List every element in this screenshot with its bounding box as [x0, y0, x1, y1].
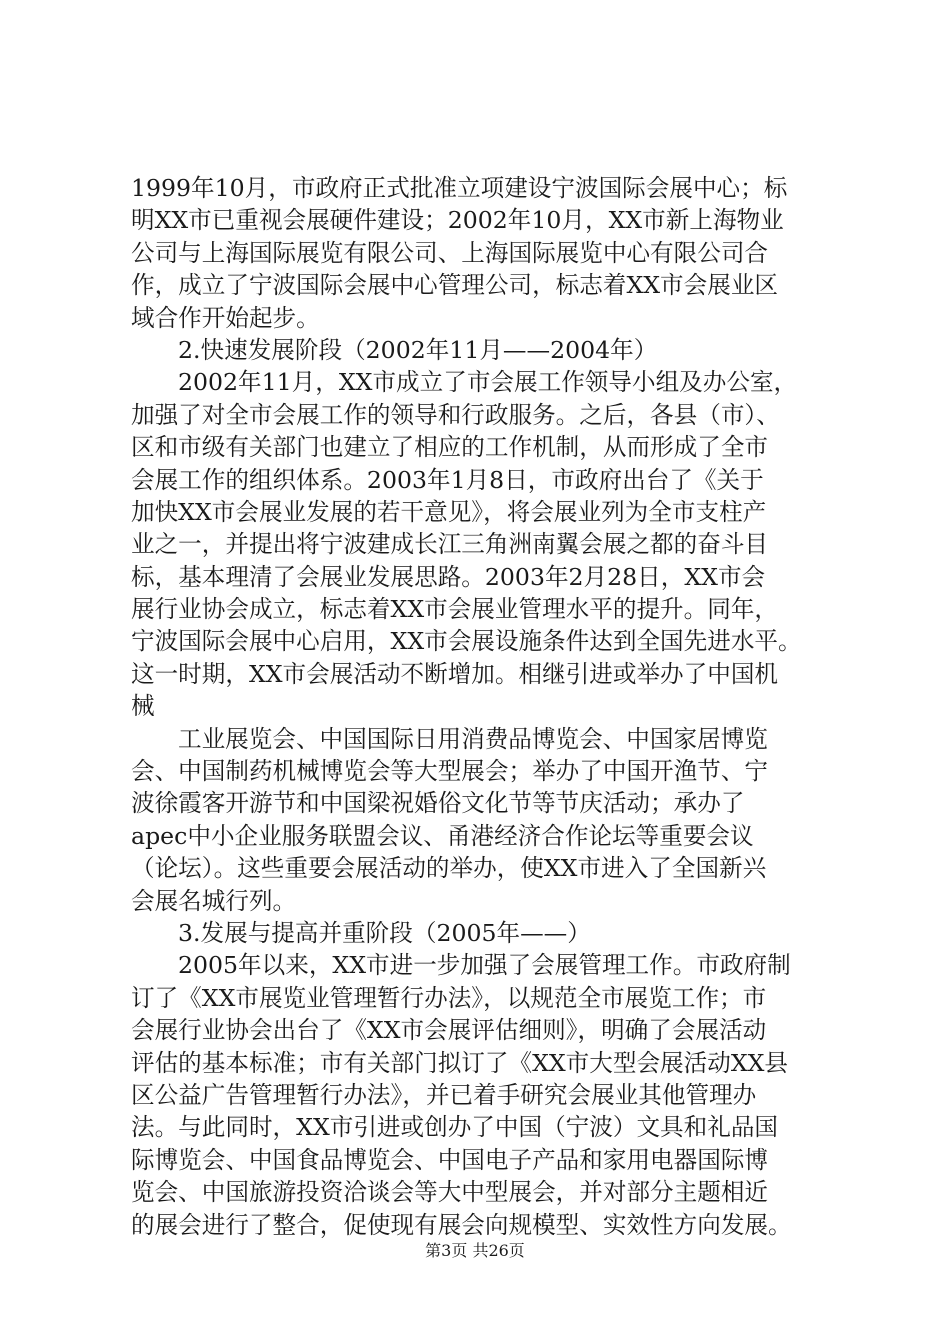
text-line: 作，成立了宁波国际会展中心管理公司，标志着XX市会展业区 [131, 271, 779, 300]
text-line: 会、中国制药机械博览会等大型展会；举办了中国开渔节、宁 [131, 757, 769, 786]
text-line: 的展会进行了整合，促使现有展会向规模型、实效性方向发展。 [131, 1210, 792, 1239]
text-line: （论坛）。这些重要会展活动的举办，使XX市进入了全国新兴 [131, 854, 767, 883]
text-line: 波徐霞客开游节和中国梁祝婚俗文化节等节庆活动；承办了 [131, 789, 745, 818]
page-number-label: 第3页 共26页 [425, 1241, 525, 1260]
text-line: 会展工作的组织体系。2003年1月8日，市政府出台了《关于 [131, 465, 764, 494]
text-line: 1999年10月，市政府正式批准立项建设宁波国际会展中心；标 [131, 174, 788, 202]
text-line: 业之一，并提出将宁波建成长江三角洲南翼会展之都的奋斗目 [131, 530, 769, 559]
text-line: 会展名城行列。 [131, 886, 297, 915]
text-line: 加快XX市会展业发展的若干意见》，将会展业列为全市支柱产 [131, 497, 767, 526]
text-line: 评估的基本标准；市有关部门拟订了《XX市大型会展活动XX县 [131, 1048, 789, 1077]
text-line: 法。与此同时，XX市引进或创办了中国（宁波）文具和礼品国 [131, 1113, 779, 1142]
text-line: 3.发展与提高并重阶段（2005年——） [178, 918, 591, 947]
text-line: 这一时期，XX市会展活动不断增加。相继引进或举办了中国机 [131, 659, 779, 688]
text-line: 订了《XX市展览业管理暂行办法》，以规范全市展览工作；市 [131, 983, 767, 1012]
text-line: 加强了对全市会展工作的领导和行政服务。之后，各县（市）、 [131, 400, 780, 429]
text-line: 际博览会、中国食品博览会、中国电子产品和家用电器国际博 [131, 1145, 769, 1174]
text-line: 展行业协会成立，标志着XX市会展业管理水平的提升。同年， [131, 595, 779, 624]
text-line: 宁波国际会展中心启用，XX市会展设施条件达到全国先进水平。 [131, 627, 802, 656]
document-body [131, 172, 837, 1241]
text-line: 会展行业协会出台了《XX市会展评估细则》，明确了会展活动 [131, 1016, 767, 1045]
text-line: 域合作开始起步。 [131, 303, 320, 332]
text-line: 区和市级有关部门也建立了相应的工作机制，从而形成了全市 [131, 433, 769, 462]
text-line: 公司与上海国际展览有限公司、上海国际展览中心有限公司合 [131, 238, 769, 267]
text-line: apec中小企业服务联盟会议、甬港经济合作论坛等重要会议 [131, 821, 754, 850]
text-line: 标，基本理清了会展业发展思路。2003年2月28日，XX市会 [131, 562, 766, 591]
text-line: 2.快速发展阶段（2002年11月——2004年） [178, 335, 658, 364]
text-line: 2002年11月，XX市成立了市会展工作领导小组及办公室， [178, 368, 798, 397]
text-line: 区公益广告管理暂行办法》，并已着手研究会展业其他管理办 [131, 1080, 757, 1109]
text-line: 明XX市已重视会展硬件建设；2002年10月，XX市新上海物业 [131, 206, 784, 235]
text-line: 2005年以来，XX市进一步加强了会展管理工作。市政府制 [178, 951, 791, 980]
text-line: 览会、中国旅游投资洽谈会等大中型展会，并对部分主题相近 [131, 1178, 769, 1207]
text-line: 械 [131, 692, 155, 721]
text-line: 工业展览会、中国国际日用消费品博览会、中国家居博览 [178, 724, 768, 753]
page-footer [0, 1241, 950, 1261]
